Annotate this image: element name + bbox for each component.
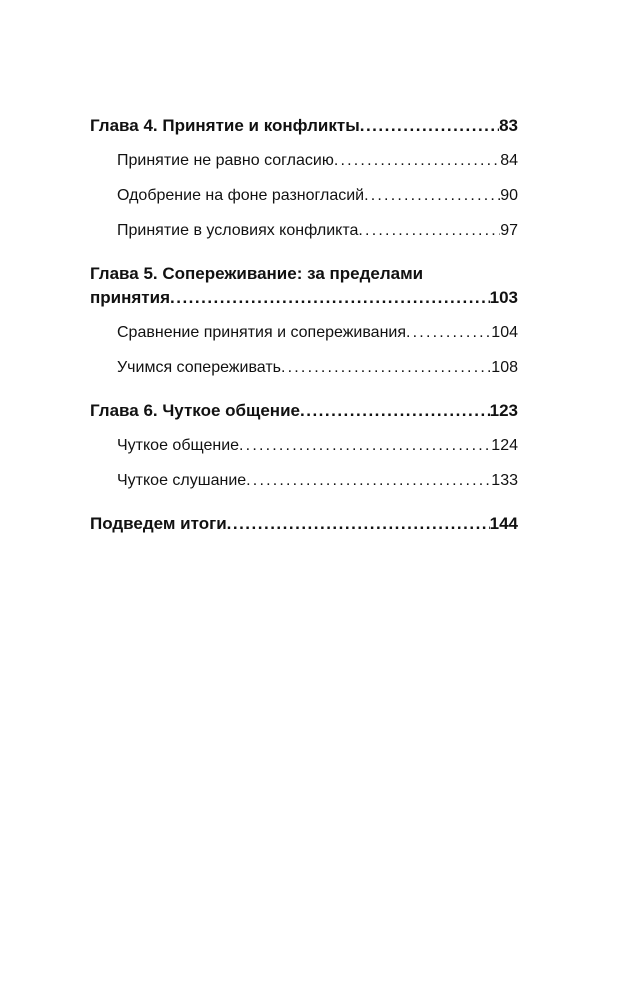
chapter-title-line: Глава 5. Сопереживание: за пределами — [90, 264, 424, 283]
toc-summary[interactable] — [90, 512, 518, 536]
dot-leader — [227, 512, 490, 536]
chapter-title: принятия — [90, 288, 170, 307]
page-number: 104 — [491, 324, 518, 341]
toc-section[interactable] — [117, 321, 518, 345]
chapter-title: Глава 4. Принятие и конфликты — [90, 116, 360, 135]
dot-leader — [360, 114, 499, 138]
chapter-title: Глава 6. Чуткое общение — [90, 401, 300, 420]
toc-chapter-6[interactable] — [90, 399, 518, 423]
page-number: 144 — [489, 514, 518, 533]
toc-section[interactable] — [117, 434, 518, 458]
toc-section[interactable] — [117, 356, 518, 380]
page-number: 133 — [491, 472, 518, 489]
spacer — [90, 493, 518, 512]
section-title: Учимся сопереживать — [117, 359, 281, 376]
page-number: 124 — [491, 437, 518, 454]
toc-section[interactable] — [117, 149, 518, 173]
section-title: Принятие в условиях конфликта — [117, 222, 359, 239]
page-number: 84 — [500, 152, 518, 169]
dot-leader — [300, 399, 490, 423]
toc-section[interactable] — [117, 219, 518, 243]
page-number: 123 — [489, 401, 518, 420]
dot-leader — [358, 219, 500, 243]
dot-leader — [281, 356, 491, 380]
section-title: Чуткое общение — [117, 437, 240, 454]
dot-leader — [239, 434, 491, 458]
dot-leader — [334, 149, 500, 173]
dot-leader — [246, 469, 491, 493]
page-number: 90 — [500, 187, 518, 204]
toc-chapter-4[interactable] — [90, 114, 518, 138]
dot-leader — [364, 184, 500, 208]
section-title: Сравнение принятия и сопереживания — [117, 324, 407, 341]
section-title: Одобрение на фоне разногласий — [117, 187, 365, 204]
section-title: Принятие не равно согласию — [117, 152, 334, 169]
toc-section[interactable] — [117, 469, 518, 493]
page-number: 103 — [489, 288, 518, 307]
dot-leader — [406, 321, 491, 345]
table-of-contents — [90, 114, 518, 536]
toc-section[interactable] — [117, 184, 518, 208]
spacer — [90, 243, 518, 262]
toc-chapter-5[interactable] — [90, 286, 518, 310]
page-number: 97 — [500, 222, 518, 239]
page-number: 83 — [499, 116, 518, 135]
page-number: 108 — [491, 359, 518, 376]
spacer — [90, 380, 518, 399]
chapter-title: Подведем итоги — [90, 514, 227, 533]
section-title: Чуткое слушание — [117, 472, 247, 489]
dot-leader — [170, 286, 490, 310]
